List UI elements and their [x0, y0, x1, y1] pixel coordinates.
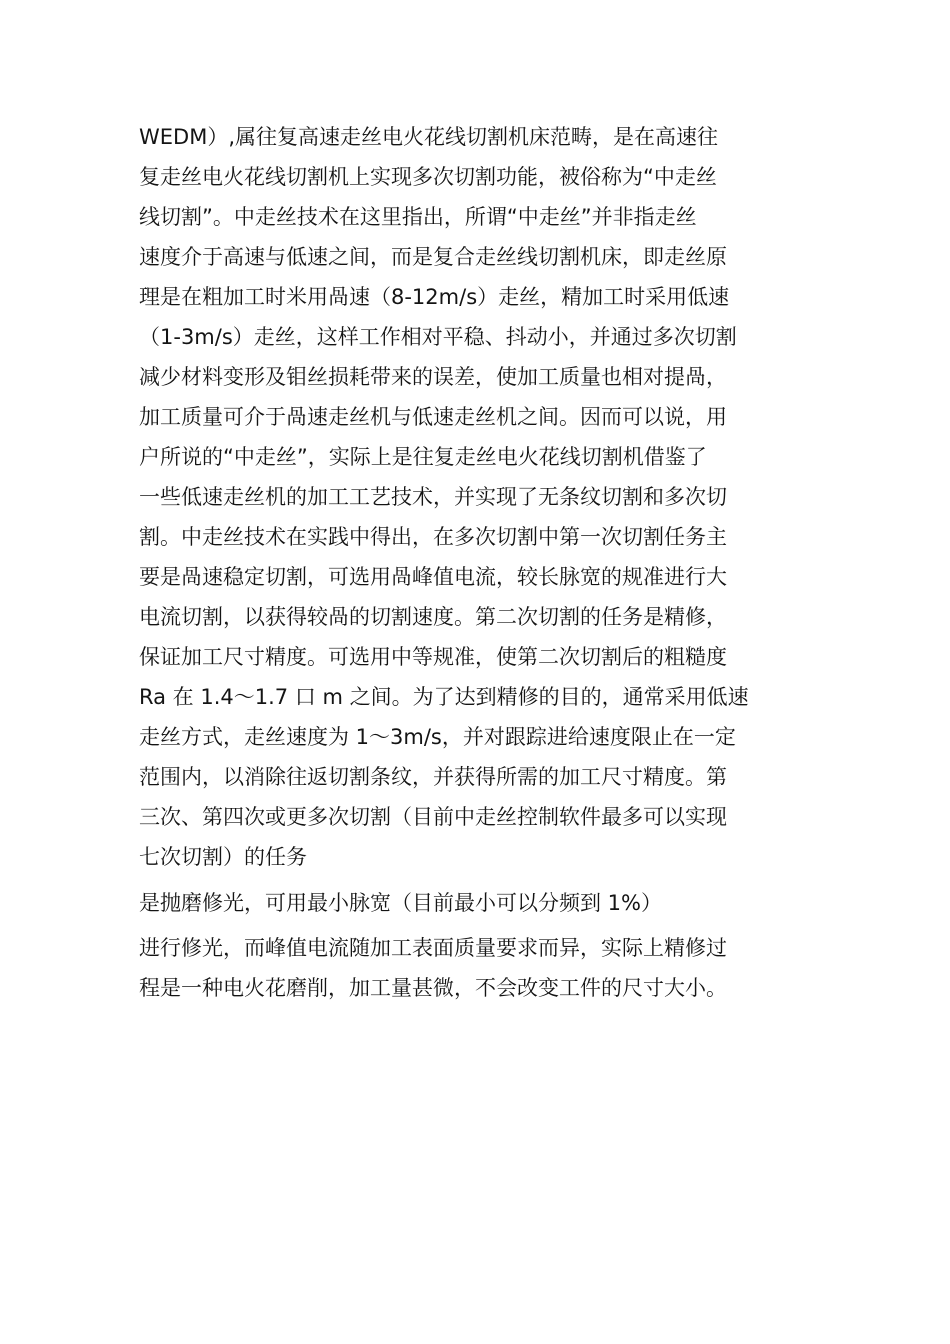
text-line: 是抛磨修光，可用最小脉宽（目前最小可以分频到 1%） [139, 891, 662, 915]
text-line: WEDM）,属往复高速走丝电火花线切割机床范畴，是在高速往 [139, 125, 718, 149]
text-line: 电流切割，以获得较咼的切割速度。第二次切割的任务是精修， [139, 605, 727, 629]
text-line: 一些低速走丝机的加工工艺技术，并实现了无条纹切割和多次切 [139, 485, 727, 509]
text-line: 加工质量可介于咼速走丝机与低速走丝机之间。因而可以说，用 [139, 405, 727, 429]
text-line: 减少材料变形及钼丝损耗带来的误差，使加工质量也相对提咼， [139, 365, 727, 389]
text-line: 割。中走丝技术在实践中得出，在多次切割中第一次切割任务主 [139, 525, 727, 549]
text-line: 进行修光，而峰值电流随加工表面质量要求而异，实际上精修过 [139, 936, 727, 960]
text-line: 范围内，以消除往返切割条纹，并获得所需的加工尺寸精度。第 [139, 765, 727, 789]
text-line: 三次、第四次或更多次切割（目前中走丝控制软件最多可以实现 [139, 805, 727, 829]
text-line: 速度介于高速与低速之间，而是复合走丝线切割机床，即走丝原 [139, 245, 727, 269]
text-line: Ra 在 1.4〜1.7 口 m 之间。为了达到精修的目的，通常采用低速 [139, 685, 749, 709]
text-line: 理是在粗加工时米用咼速（8-12m/s）走丝，精加工时采用低速 [139, 285, 730, 309]
text-line: 走丝方式，走丝速度为 1〜3m/s，并对跟踪进给速度限止在一定 [139, 725, 736, 749]
text-line: （1-3m/s）走丝，这样工作相对平稳、抖动小，并通过多次切割 [139, 325, 737, 349]
text-line: 要是咼速稳定切割，可选用咼峰值电流，较长脉宽的规准进行大 [139, 565, 727, 589]
text-line: 线切割”。中走丝技术在这里指出，所谓“中走丝”并非指走丝 [139, 205, 697, 229]
text-line: 户所说的“中走丝”，实际上是往复走丝电火花线切割机借鉴了 [139, 445, 707, 469]
text-line: 程是一种电火花磨削，加工量甚微，不会改变工件的尺寸大小。 [139, 976, 727, 1000]
text-line: 保证加工尺寸精度。可选用中等规准，使第二次切割后的粗糙度 [139, 645, 727, 669]
body-text [139, 117, 819, 1008]
text-line: 七次切割）的任务 [139, 845, 307, 869]
text-line: 复走丝电火花线切割机上实现多次切割功能，被俗称为“中走丝 [139, 165, 717, 189]
